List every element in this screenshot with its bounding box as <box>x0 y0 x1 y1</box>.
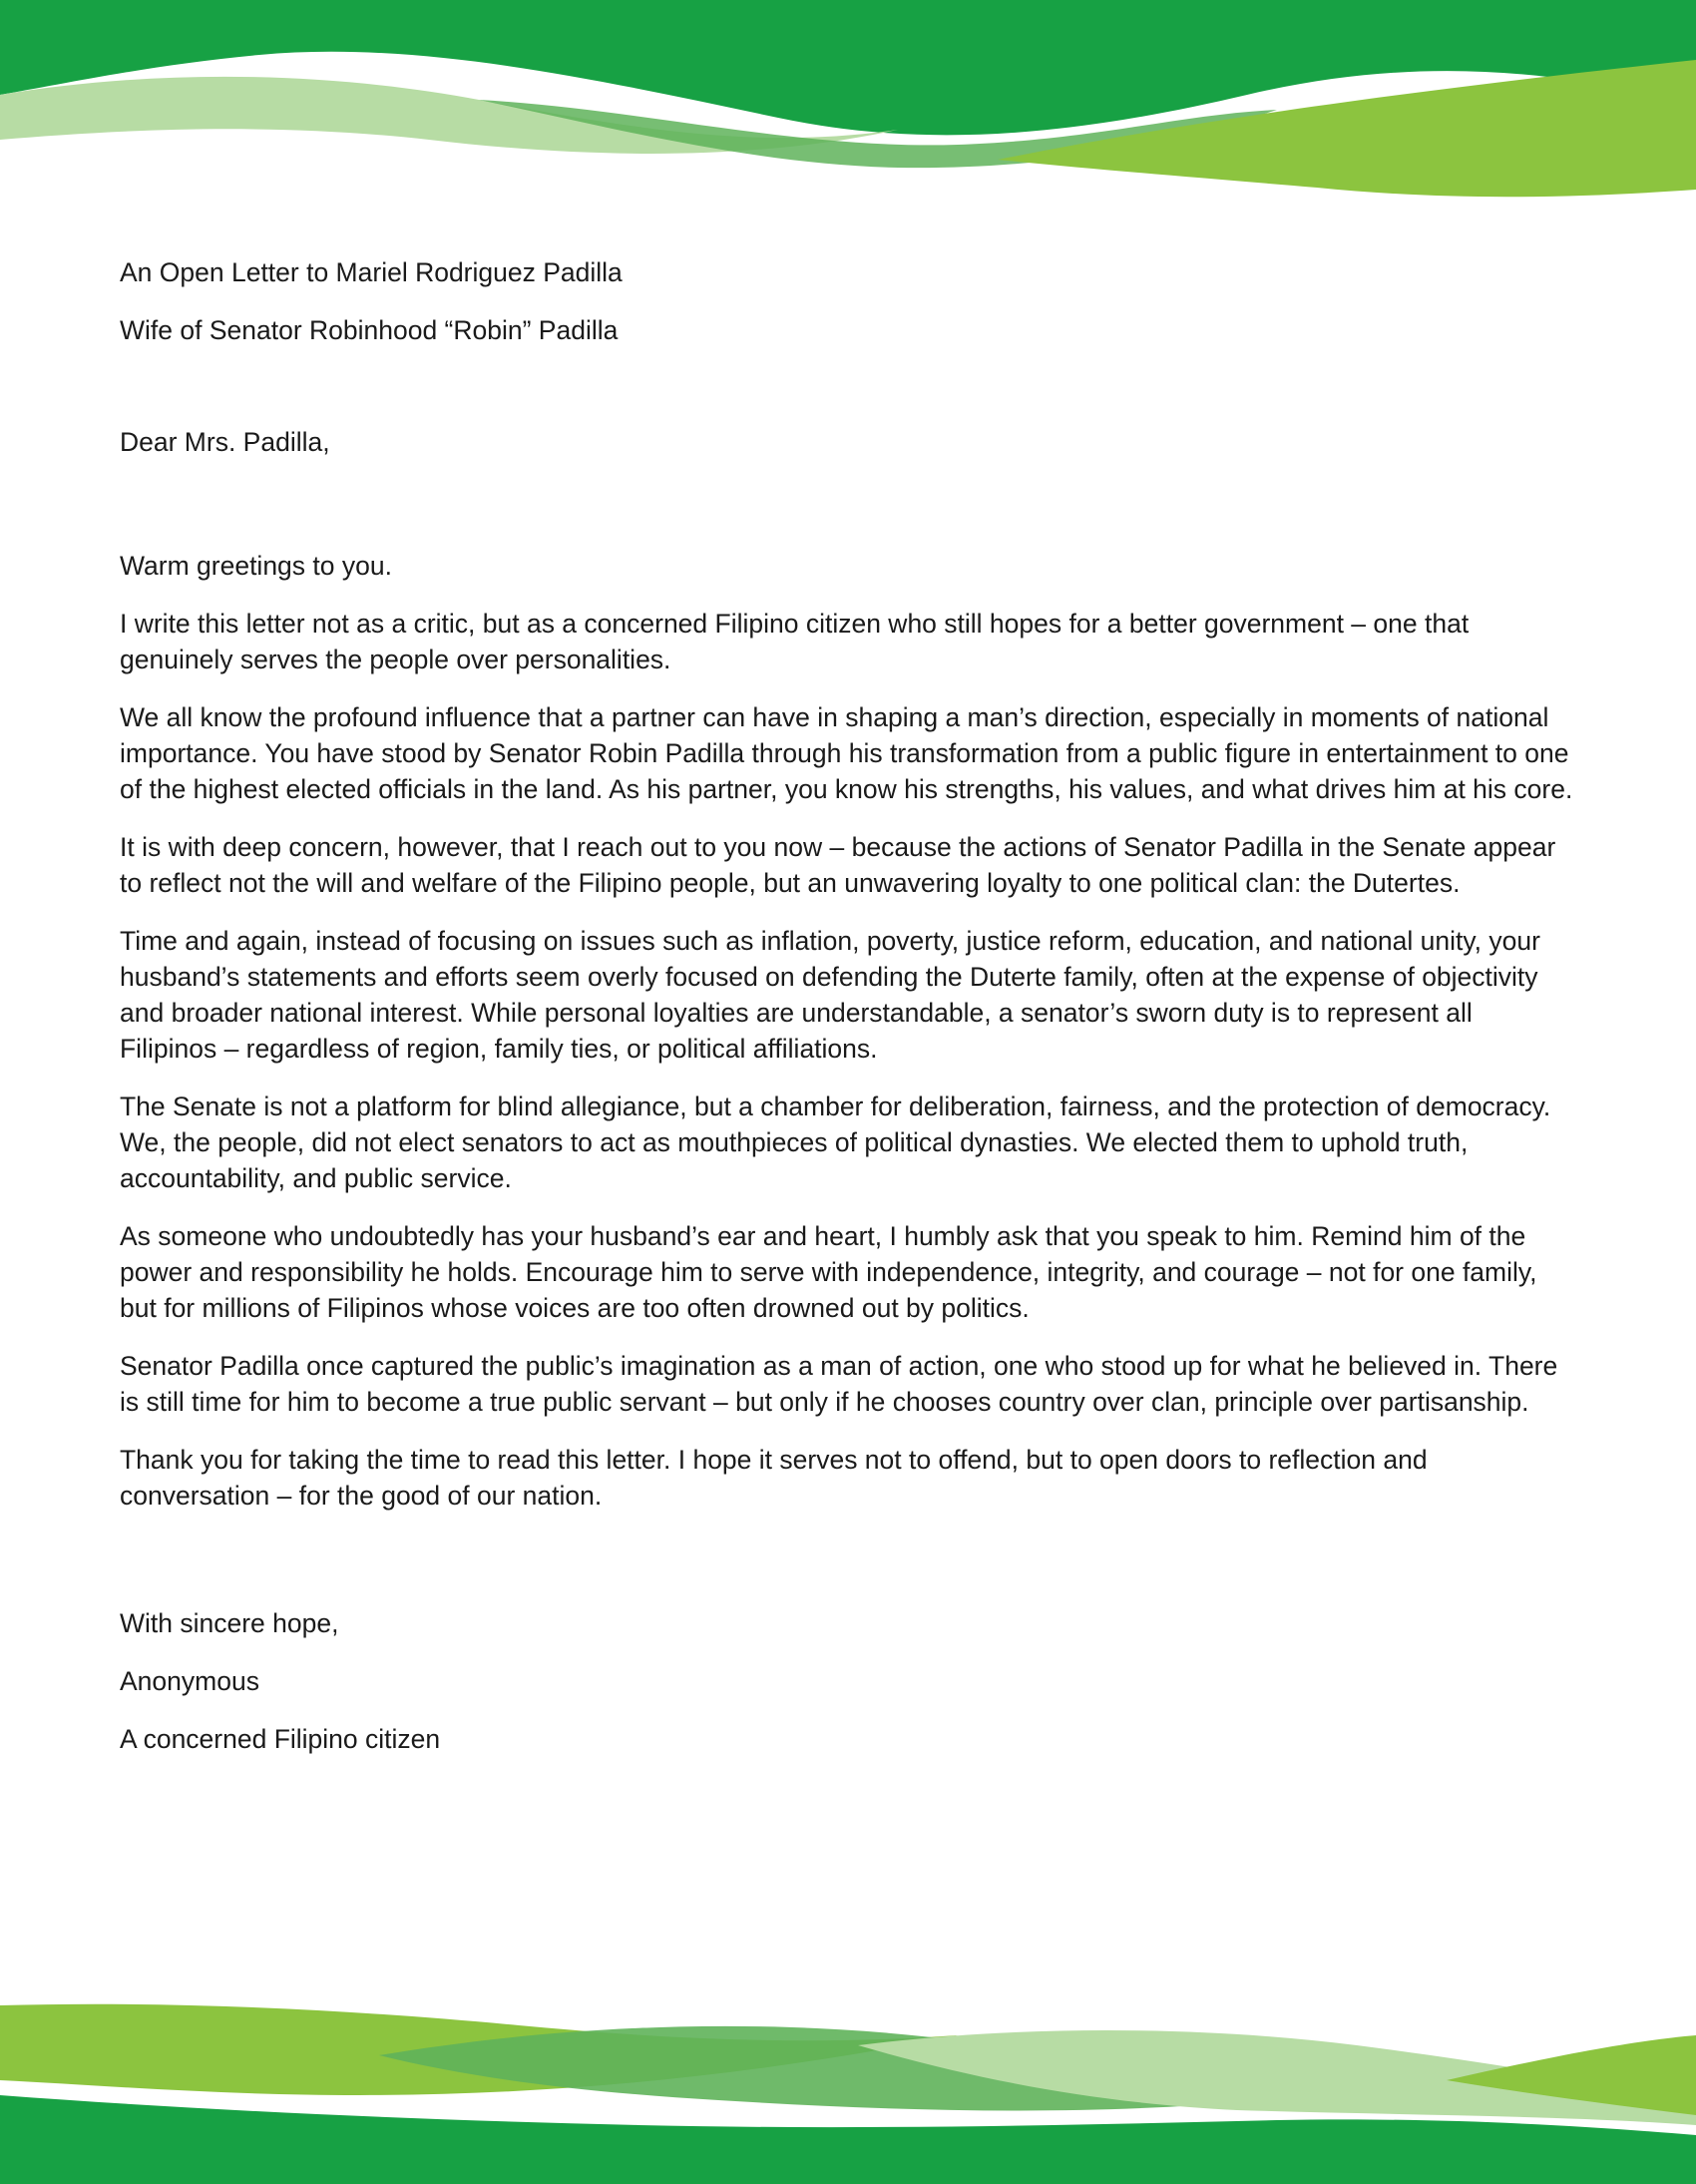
closing: With sincere hope, <box>120 1608 339 1638</box>
greeting: Warm greetings to you. <box>120 551 392 581</box>
top-wave-banner <box>0 0 1696 210</box>
paragraph-4: Time and again, instead of focusing on issues such as inflation, poverty, justice reform, education, and national unity, your husband’s statements and efforts seem overly focused on defending the Duterte family, often at the expense of objectivity and broader national interest. While personal loyalties are understandable, a senator’s sworn duty is to represent all Filipinos – regardless of region, family ties, or political affiliations. <box>120 926 1540 1064</box>
salutation: Dear Mrs. Padilla, <box>120 427 330 457</box>
paragraph-6: As someone who undoubtedly has your husband’s ear and heart, I humbly ask that you speak to him. Remind him of the power and responsibility he holds. Encourage him to serve with independence, integrity, and courage – not for one family, but for millions of Filipinos whose voices are too often drowned out by politics. <box>120 1221 1537 1323</box>
letter-body <box>120 254 1576 1779</box>
paragraph-2: We all know the profound influence that a partner can have in shaping a man’s direction, especially in moments of national importance. You have stood by Senator Robin Padilla through his transformation from a public figure in entertainment to one of the highest elected officials in the land. As his partner, you know his strengths, his values, and what drives him at his core. <box>120 702 1573 804</box>
letter-heading-line-2: Wife of Senator Robinhood “Robin” Padilla <box>120 315 619 345</box>
letter-heading-line-1: An Open Letter to Mariel Rodriguez Padilla <box>120 257 623 287</box>
paragraph-1: I write this letter not as a critic, but as a concerned Filipino citizen who still hopes for a better government – one that genuinely serves the people over personalities. <box>120 609 1470 674</box>
paragraph-8: Thank you for taking the time to read this letter. I hope it serves not to offend, but to open doors to reflection and conversation – for the good of our nation. <box>120 1445 1428 1511</box>
signature-name: Anonymous <box>120 1666 259 1696</box>
signature-title: A concerned Filipino citizen <box>120 1724 441 1754</box>
bottom-wave-banner <box>0 1985 1696 2184</box>
paragraph-5: The Senate is not a platform for blind allegiance, but a chamber for deliberation, fairness, and the protection of democracy. We, the people, did not elect senators to act as mouthpieces of political dynasties. We elected them to uphold truth, accountability, and public service. <box>120 1092 1551 1193</box>
paragraph-7: Senator Padilla once captured the public’s imagination as a man of action, one who stood up for what he believed in. There is still time for him to become a true public servant – but only if he chooses country over clan, principle over partisanship. <box>120 1351 1558 1417</box>
paragraph-3: It is with deep concern, however, that I reach out to you now – because the actions of Senator Padilla in the Senate appear to reflect not the will and welfare of the Filipino people, but an unwavering loyalty to one political clan: the Dutertes. <box>120 832 1556 898</box>
